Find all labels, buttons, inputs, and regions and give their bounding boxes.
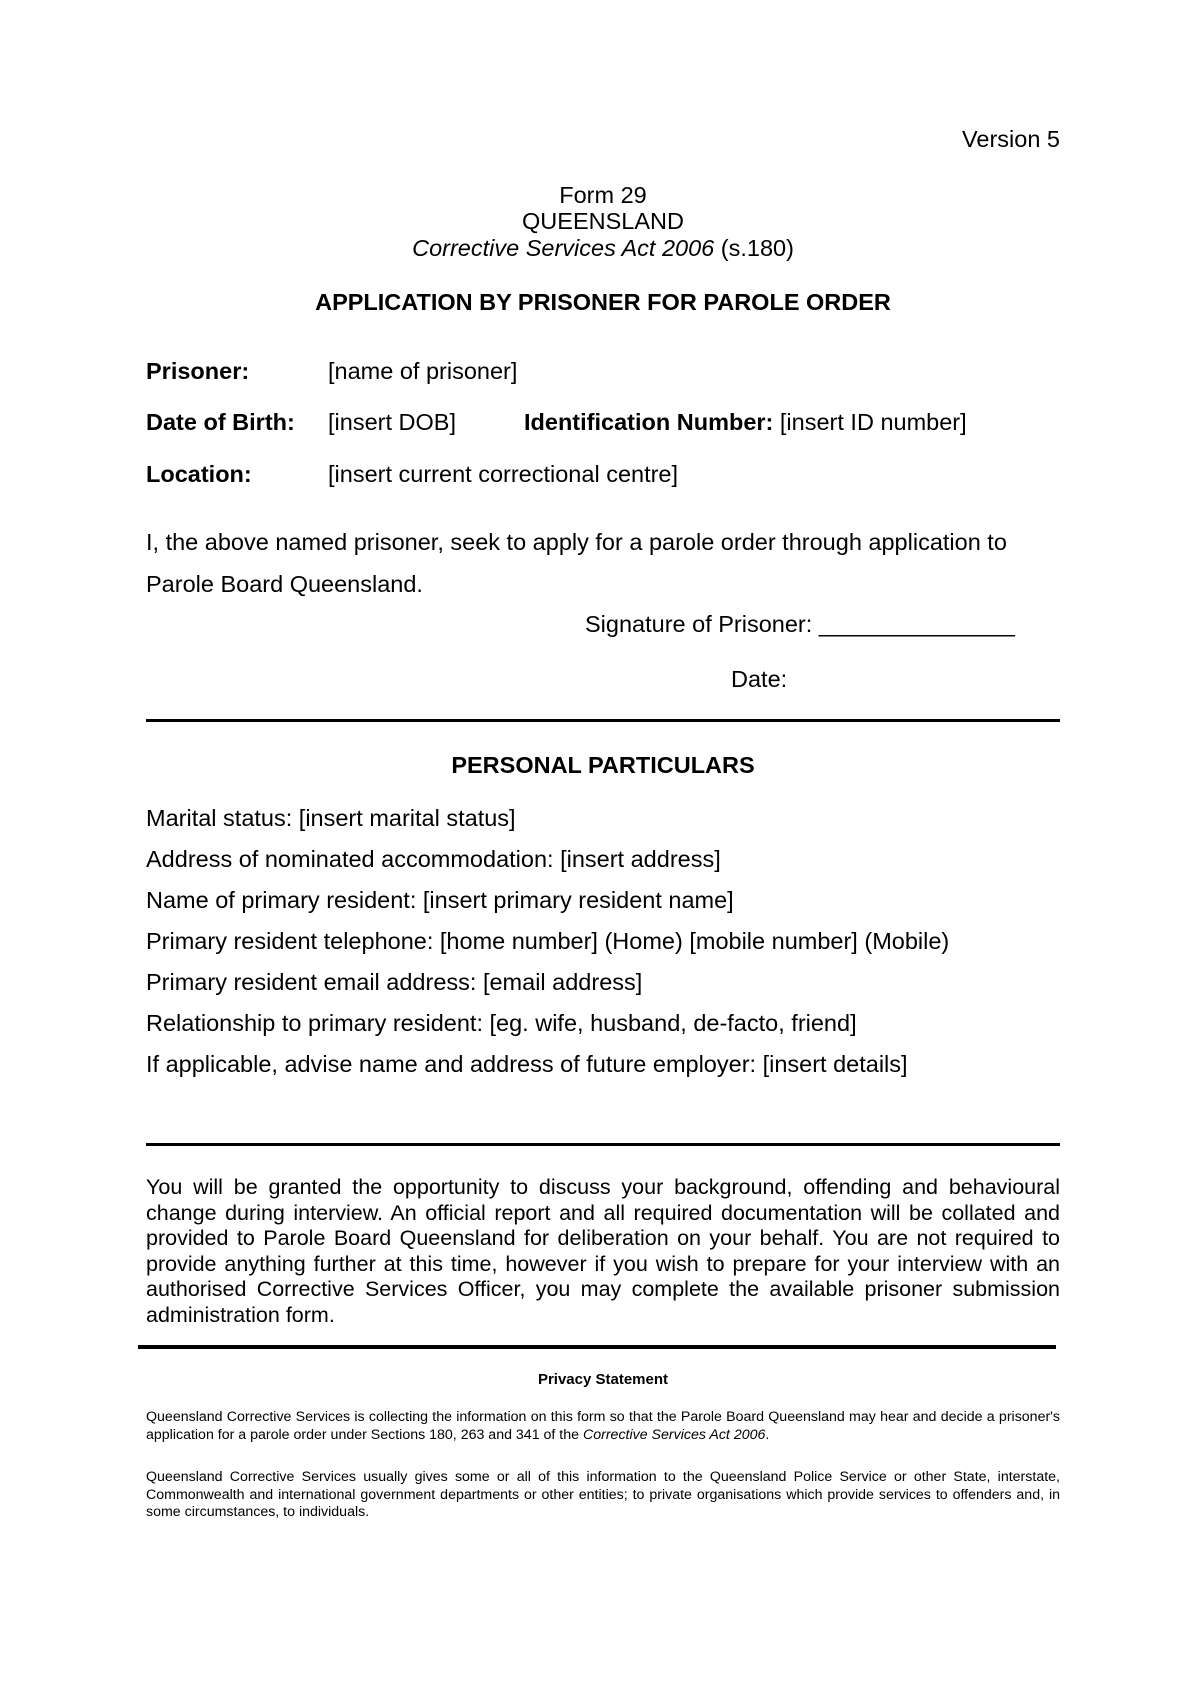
act-reference bbox=[146, 235, 1060, 262]
section-divider-1 bbox=[146, 719, 1060, 722]
form-title: APPLICATION BY PRISONER FOR PAROLE ORDER bbox=[315, 289, 891, 315]
declaration-line-2: Parole Board Queensland. bbox=[146, 571, 423, 597]
interview-notice: You will be granted the opportunity to discuss your background, offending and behavioural change during interview. An official report and all required documentation will be collated and provided to Parole Board Queensland for deliberation on your behalf. You are not required to provide anything further at this time, however if you wish to prepare for your interview with an authorised Corrective Services Officer, you may complete the available prisoner submission administration form. bbox=[146, 1175, 1060, 1327]
id-number-row bbox=[524, 409, 967, 436]
privacy-paragraph-2: Queensland Corrective Services usually gives some or all of this information to the Queensland Police Service or other State, interstate, Commonwealth and international government departments or other entities; to private organisations which provide services to offenders and, in some circumstances, to individuals. bbox=[146, 1469, 1060, 1521]
future-employer-field: If applicable, advise name and address of future employer: [insert details] bbox=[146, 1051, 908, 1077]
privacy-paragraph-1-end: . bbox=[765, 1426, 770, 1443]
location-label: Location: bbox=[146, 461, 252, 487]
privacy-act-reference: Corrective Services Act 2006 bbox=[582, 1426, 766, 1443]
act-title: Corrective Services Act 2006 bbox=[412, 235, 715, 261]
act-section: (s.180) bbox=[714, 235, 794, 261]
primary-resident-phone-field: Primary resident telephone: [home number] (Home) [mobile number] (Mobile) bbox=[146, 928, 950, 954]
section-divider-2 bbox=[146, 1143, 1060, 1146]
section-divider-3 bbox=[138, 1345, 1056, 1349]
prisoner-label: Prisoner: bbox=[146, 358, 250, 384]
privacy-paragraph-1-text: Queensland Corrective Services is collecting the information on this form so that the Parole Board Queensland may hear and decide a prisoner's application for a parole order under Sections 180, 263 and 341 of the bbox=[146, 1409, 1060, 1443]
dob-label: Date of Birth: bbox=[146, 409, 295, 435]
signature-field: Signature of Prisoner: _______________ bbox=[585, 611, 1015, 637]
primary-resident-name-field: Name of primary resident: [insert primary resident name] bbox=[146, 887, 734, 913]
date-field: Date: bbox=[731, 666, 788, 692]
prisoner-name-field: [name of prisoner] bbox=[328, 358, 518, 384]
id-number-label: Identification Number: bbox=[524, 409, 774, 435]
primary-resident-email-field: Primary resident email address: [email address] bbox=[146, 969, 643, 995]
version-label: Version 5 bbox=[962, 126, 1060, 152]
declaration-line-1: I, the above named prisoner, seek to apply for a parole order through application to bbox=[146, 529, 1007, 555]
personal-particulars-heading: PERSONAL PARTICULARS bbox=[451, 752, 755, 778]
address-field: Address of nominated accommodation: [insert address] bbox=[146, 846, 721, 872]
privacy-paragraph-1 bbox=[146, 1409, 1060, 1444]
privacy-heading: Privacy Statement bbox=[537, 1371, 669, 1388]
form-number: Form 29 bbox=[559, 182, 647, 208]
location-field: [insert current correctional centre] bbox=[328, 461, 679, 487]
relationship-field: Relationship to primary resident: [eg. wife, husband, de-facto, friend] bbox=[146, 1010, 857, 1036]
marital-status-field: Marital status: [insert marital status] bbox=[146, 805, 516, 831]
id-number-field: [insert ID number] bbox=[773, 409, 967, 435]
state-name: QUEENSLAND bbox=[522, 208, 684, 234]
dob-field: [insert DOB] bbox=[328, 409, 456, 435]
